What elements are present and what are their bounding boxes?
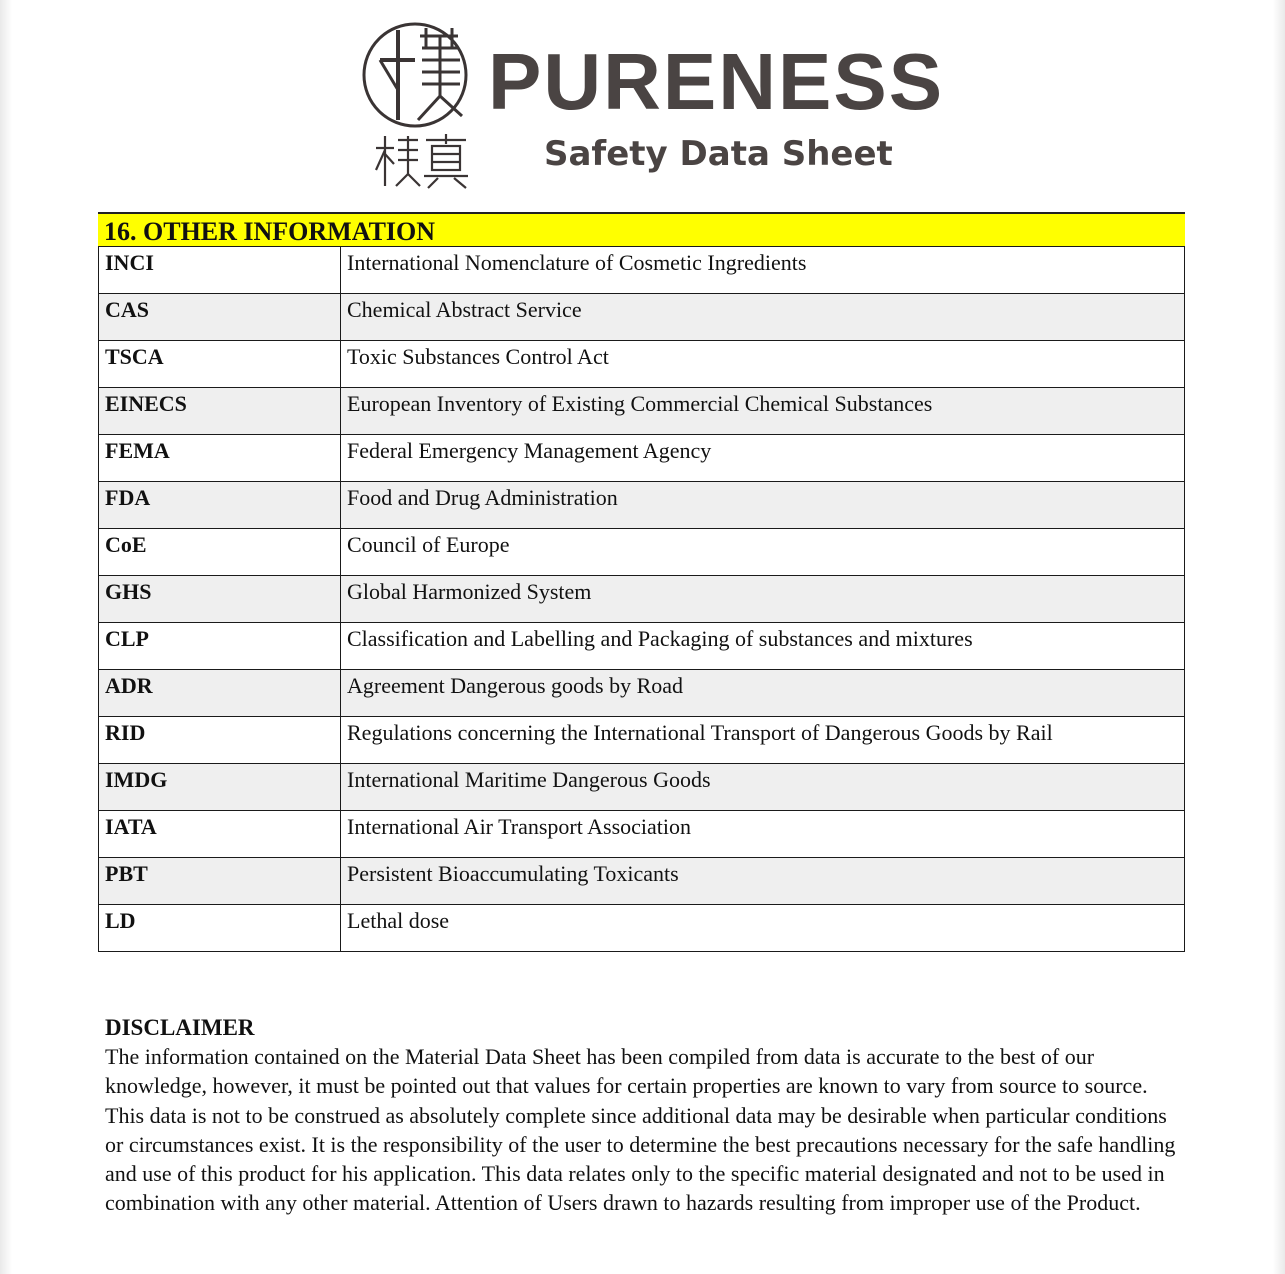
abbreviation-cell: CLP xyxy=(99,623,341,670)
abbreviation-cell: RID xyxy=(99,717,341,764)
brand-name: PURENESS xyxy=(488,37,945,126)
meaning-cell: International Maritime Dangerous Goods xyxy=(341,764,1185,811)
table-row xyxy=(99,811,1185,858)
meaning-cell: Toxic Substances Control Act xyxy=(341,341,1185,388)
abbreviations-table xyxy=(98,246,1185,952)
section-title: 16. OTHER INFORMATION xyxy=(98,212,1185,246)
abbreviation-cell: GHS xyxy=(99,576,341,623)
document-title: Safety Data Sheet xyxy=(544,134,893,174)
table-row xyxy=(99,670,1185,717)
meaning-cell: Agreement Dangerous goods by Road xyxy=(341,670,1185,717)
meaning-cell: European Inventory of Existing Commercial Chemical Substances xyxy=(341,388,1185,435)
abbreviation-cell: FEMA xyxy=(99,435,341,482)
table-row xyxy=(99,482,1185,529)
meaning-cell: International Nomenclature of Cosmetic Ingredients xyxy=(341,247,1185,294)
meaning-cell: Persistent Bioaccumulating Toxicants xyxy=(341,858,1185,905)
disclaimer-title: DISCLAIMER xyxy=(105,1015,255,1040)
abbreviation-cell: CAS xyxy=(99,294,341,341)
meaning-cell: Federal Emergency Management Agency xyxy=(341,435,1185,482)
abbreviation-cell: LD xyxy=(99,905,341,952)
document-header xyxy=(0,0,1285,200)
table-row xyxy=(99,294,1185,341)
meaning-cell: Global Harmonized System xyxy=(341,576,1185,623)
abbreviation-cell: IATA xyxy=(99,811,341,858)
abbreviation-cell: INCI xyxy=(99,247,341,294)
meaning-cell: Lethal dose xyxy=(341,905,1185,952)
other-information-section xyxy=(98,212,1185,952)
table-row xyxy=(99,576,1185,623)
abbreviation-cell: FDA xyxy=(99,482,341,529)
abbreviation-cell: TSCA xyxy=(99,341,341,388)
abbreviation-cell: PBT xyxy=(99,858,341,905)
table-row xyxy=(99,388,1185,435)
abbreviation-cell: ADR xyxy=(99,670,341,717)
table-row xyxy=(99,905,1185,952)
table-row xyxy=(99,623,1185,670)
meaning-cell: International Air Transport Association xyxy=(341,811,1185,858)
table-row xyxy=(99,247,1185,294)
logo-seal-icon xyxy=(360,20,470,130)
table-row xyxy=(99,764,1185,811)
meaning-cell: Council of Europe xyxy=(341,529,1185,576)
table-row xyxy=(99,858,1185,905)
abbreviation-cell: IMDG xyxy=(99,764,341,811)
meaning-cell: Food and Drug Administration xyxy=(341,482,1185,529)
abbreviation-cell: CoE xyxy=(99,529,341,576)
table-row xyxy=(99,341,1185,388)
disclaimer xyxy=(105,1014,1185,1218)
table-row xyxy=(99,529,1185,576)
table-row xyxy=(99,717,1185,764)
disclaimer-text: The information contained on the Material Data Sheet has been compiled from data is accurate to the best of our knowledge, however, it must be pointed out that values for certain properties are known to vary from source to source. This data is not to be construed as absolutely complete since additional data may be desirable when particular conditions or circumstances exist. It is the responsibility of the user to determine the best precautions necessary for the safe handling and use of this product for his application. This data relates only to the specific material designated and not to be used in combination with any other material. Attention of Users drawn to hazards resulting from improper use of the Product. xyxy=(105,1044,1176,1216)
abbreviation-cell: EINECS xyxy=(99,388,341,435)
meaning-cell: Classification and Labelling and Packaging of substances and mixtures xyxy=(341,623,1185,670)
meaning-cell: Regulations concerning the International Transport of Dangerous Goods by Rail xyxy=(341,717,1185,764)
logo-cjk-mark xyxy=(372,130,472,190)
meaning-cell: Chemical Abstract Service xyxy=(341,294,1185,341)
table-row xyxy=(99,435,1185,482)
